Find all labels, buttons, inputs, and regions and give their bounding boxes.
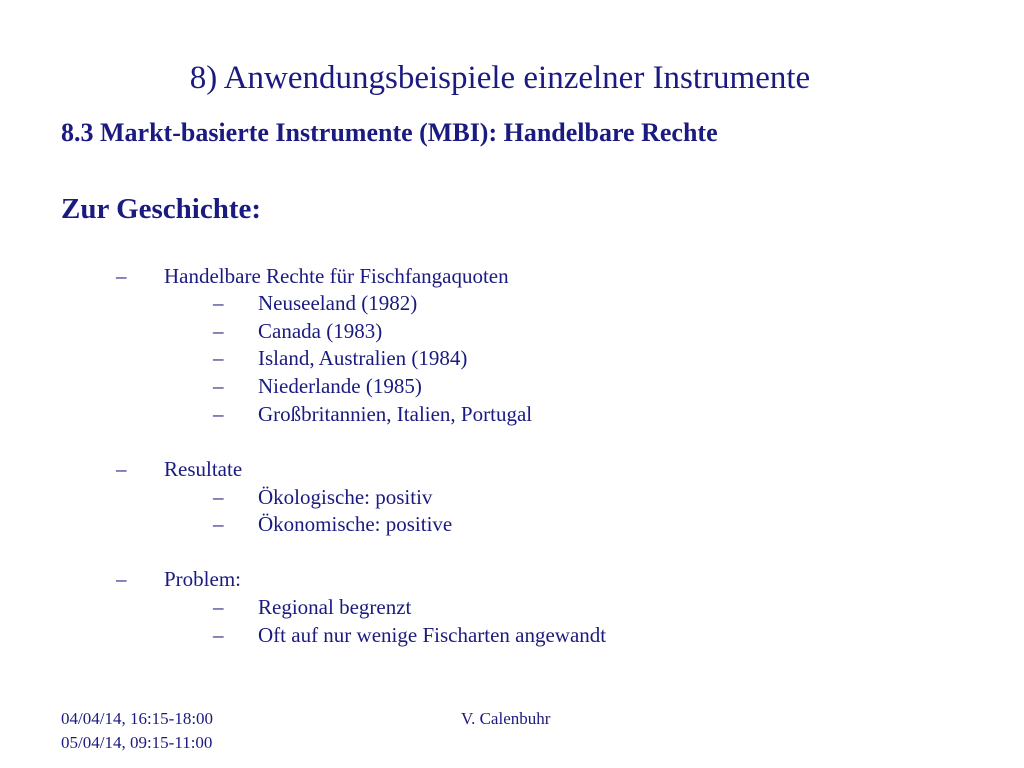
bullet-level-2 xyxy=(0,484,1024,511)
bullet-level-2 xyxy=(0,290,1024,317)
bullet-text: Oft auf nur wenige Fischarten angewandt xyxy=(258,623,607,647)
bullet-text: Problem: xyxy=(164,567,241,591)
bullet-dash: – xyxy=(116,264,127,288)
bullet-dash: – xyxy=(213,374,224,398)
bullet-text: Regional begrenzt xyxy=(258,595,412,619)
slide-title: 8) Anwendungsbeispiele einzelner Instrumente xyxy=(189,60,811,96)
footer-date-1: 04/04/14, 16:15-18:00 xyxy=(61,709,214,728)
bullet-dash: – xyxy=(213,595,224,619)
bullet-dash: – xyxy=(116,457,127,481)
footer-author: V. Calenbuhr xyxy=(461,709,551,728)
bullet-dash: – xyxy=(213,485,224,509)
bullet-level-2 xyxy=(0,511,1024,538)
bullet-level-2 xyxy=(0,622,1024,649)
bullet-dash: – xyxy=(213,346,224,370)
bullet-level-2 xyxy=(0,373,1024,400)
bullet-text: Niederlande (1985) xyxy=(258,374,422,398)
bullet-text: Ökonomische: positive xyxy=(258,512,453,536)
bullet-level-2 xyxy=(0,345,1024,372)
bullet-level-1 xyxy=(0,263,1024,290)
bullet-text: Ökologische: positiv xyxy=(258,485,433,509)
section-heading: Zur Geschichte: xyxy=(61,193,262,225)
bullet-level-2 xyxy=(0,318,1024,345)
slide-subtitle: 8.3 Markt-basierte Instrumente (MBI): Handelbare Rechte xyxy=(61,118,718,147)
bullet-text: Neuseeland (1982) xyxy=(258,291,418,315)
bullet-text: Resultate xyxy=(164,457,243,481)
bullet-text: Island, Australien (1984) xyxy=(258,346,468,370)
bullet-dash: – xyxy=(213,402,224,426)
footer-date-2: 05/04/14, 09:15-11:00 xyxy=(61,733,213,752)
bullet-dash: – xyxy=(116,567,127,591)
bullet-dash: – xyxy=(213,319,224,343)
bullet-level-2 xyxy=(0,401,1024,428)
bullet-dash: – xyxy=(213,512,224,536)
bullet-text: Canada (1983) xyxy=(258,319,383,343)
bullet-level-1 xyxy=(0,566,1024,593)
bullet-level-1 xyxy=(0,456,1024,483)
bullet-text: Großbritannien, Italien, Portugal xyxy=(258,402,533,426)
bullet-text: Handelbare Rechte für Fischfangaquoten xyxy=(164,264,509,288)
bullet-dash: – xyxy=(213,291,224,315)
bullet-dash: – xyxy=(213,623,224,647)
bullet-level-2 xyxy=(0,594,1024,621)
